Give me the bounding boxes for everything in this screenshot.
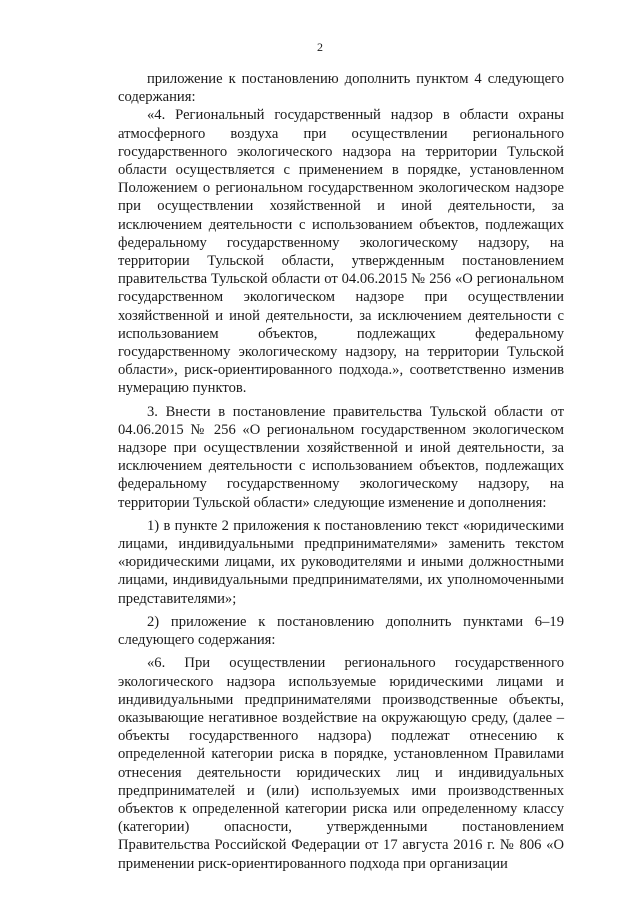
- paragraph-item-4: «4. Региональный государственный надзор в области охраны атмосферного воздуха при осуществлении регионального государственного экологического надзора на территории Тульской области осуществляется с применением в порядке, установленном Положением о региональном государственном экологическом надзоре при осуществлении хозяйственной и иной деятельности, за исключением деятельности с использованием объектов, подлежащих федеральному государственному экологическому надзору, на территории Тульской области, утвержденным постановлением правительства Тульской области от 04.06.2015 № 256 «О региональном государственном экологическом надзоре при осуществлении хозяйственной и иной деятельности, за исключением деятельности с использованием объектов, подлежащих федеральному государственному экологическому надзору, на территории Тульской области», риск-ориентированного подхода.», соответственно изменив нумерацию пунктов.: [118, 107, 564, 397]
- paragraph-item-6: «6. При осуществлении регионального государственного экологического надзора используемые юридическими лицами и индивидуальными предпринимателями производственные объекты, оказывающие негативное воздействие на окружающую среду, (далее – объекты государственного надзора) подлежат отнесению к определенной категории риска в порядке, установленном Правилами отнесения деятельности юридических лиц и индивидуальных предпринимателей и (или) используемых ими производственных объектов к определенной категории риска или определенному классу (категории) опасности, утвержденными постановлением Правительства Российской Федерации от 17 августа 2016 г. № 806 «О применении риск-ориентированного подхода при организации: [118, 655, 564, 872]
- paragraph-item-3: 3. Внести в постановление правительства Тульской области от 04.06.2015 № 256 «О региональном государственном экологическом надзоре при осуществлении хозяйственной и иной деятельности, за исключением деятельности с использованием объектов, подлежащих федеральному государственному экологическому надзору, на территории Тульской области» следующие изменение и дополнения:: [118, 403, 564, 511]
- paragraph-subitem-1: 1) в пункте 2 приложения к постановлению текст «юридическими лицами, индивидуальными предпринимателями» заменить текстом «юридическими лицами, их руководителями и иными должностными лицами, индивидуальными предпринимателями, их уполномоченными представителями»;: [118, 517, 564, 607]
- paragraph-intro: приложение к постановлению дополнить пунктом 4 следующего содержания:: [118, 71, 564, 106]
- document-body: [118, 70, 564, 873]
- page-number: 2: [317, 40, 323, 54]
- paragraph-subitem-2: 2) приложение к постановлению дополнить пунктами 6–19 следующего содержания:: [118, 613, 564, 649]
